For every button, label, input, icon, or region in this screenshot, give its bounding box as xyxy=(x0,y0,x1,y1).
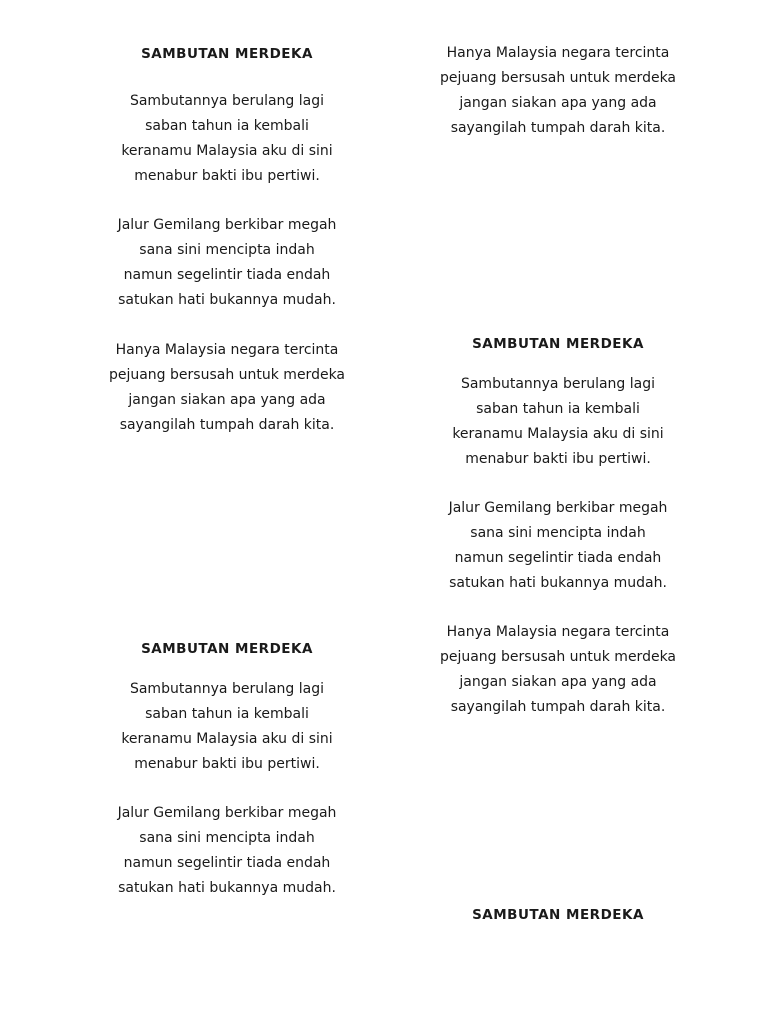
poem-line: pejuang bersusah untuk merdeka xyxy=(439,70,677,86)
poem-line: Hanya Malaysia negara tercinta xyxy=(446,624,670,640)
poem-line: jangan siakan apa yang ada xyxy=(459,674,657,690)
poem-line: Hanya Malaysia negara tercinta xyxy=(446,45,670,61)
poem-line: Sambutannya berulang lagi xyxy=(129,681,325,697)
poem-copy-2 xyxy=(398,334,718,354)
poem-line: jangan siakan apa yang ada xyxy=(459,95,657,111)
poem-copy-2-stanza-3 xyxy=(398,620,718,720)
poem-copy-1-stanza-1 xyxy=(67,89,387,189)
poem-title: SAMBUTAN MERDEKA xyxy=(141,641,313,657)
poem-copy-4 xyxy=(398,905,718,925)
poem-line: saban tahun ia kembali xyxy=(476,401,640,417)
poem-line: Hanya Malaysia negara tercinta xyxy=(115,342,339,358)
poem-title: SAMBUTAN MERDEKA xyxy=(141,46,313,62)
poem-copy-3-stanza-1 xyxy=(67,677,387,777)
poem-copy-1-stanza-3 xyxy=(67,338,387,438)
poem-line: keranamu Malaysia aku di sini xyxy=(121,143,333,159)
poem-line: namun segelintir tiada endah xyxy=(123,267,331,283)
poem-line: Sambutannya berulang lagi xyxy=(129,93,325,109)
poem-line: pejuang bersusah untuk merdeka xyxy=(108,367,346,383)
poem-line: satukan hati bukannya mudah. xyxy=(118,880,336,896)
poem-line: namun segelintir tiada endah xyxy=(123,855,331,871)
poem-copy-1-stanza-2 xyxy=(67,213,387,313)
poem-line: pejuang bersusah untuk merdeka xyxy=(439,649,677,665)
poem-line: Jalur Gemilang berkibar megah xyxy=(117,217,337,233)
poem-line: sana sini mencipta indah xyxy=(470,525,646,541)
poem-line: menabur bakti ibu pertiwi. xyxy=(134,756,320,772)
poem-title: SAMBUTAN MERDEKA xyxy=(472,336,644,352)
poem-line: jangan siakan apa yang ada xyxy=(128,392,326,408)
poem-line: saban tahun ia kembali xyxy=(145,118,309,134)
poem-line: sana sini mencipta indah xyxy=(139,242,315,258)
poem-line: Jalur Gemilang berkibar megah xyxy=(448,500,668,516)
poem-continuation-stanza xyxy=(398,41,718,141)
poem-line: menabur bakti ibu pertiwi. xyxy=(465,451,651,467)
poem-line: keranamu Malaysia aku di sini xyxy=(121,731,333,747)
poem-line: satukan hati bukannya mudah. xyxy=(449,575,667,591)
poem-copy-3-stanza-2 xyxy=(67,801,387,901)
poem-copy-1 xyxy=(67,44,387,64)
poem-line: Sambutannya berulang lagi xyxy=(460,376,656,392)
poem-line: Jalur Gemilang berkibar megah xyxy=(117,805,337,821)
poem-copy-3 xyxy=(67,639,387,659)
poem-line: saban tahun ia kembali xyxy=(145,706,309,722)
poem-line: sana sini mencipta indah xyxy=(139,830,315,846)
poem-copy-2-stanza-2 xyxy=(398,496,718,596)
poem-line: sayangilah tumpah darah kita. xyxy=(450,699,666,715)
poem-line: satukan hati bukannya mudah. xyxy=(118,292,336,308)
poem-line: sayangilah tumpah darah kita. xyxy=(450,120,666,136)
poem-line: namun segelintir tiada endah xyxy=(454,550,662,566)
poem-title: SAMBUTAN MERDEKA xyxy=(472,907,644,923)
poem-line: keranamu Malaysia aku di sini xyxy=(452,426,664,442)
poem-copy-2-stanza-1 xyxy=(398,372,718,472)
poem-line: sayangilah tumpah darah kita. xyxy=(119,417,335,433)
poem-line: menabur bakti ibu pertiwi. xyxy=(134,168,320,184)
